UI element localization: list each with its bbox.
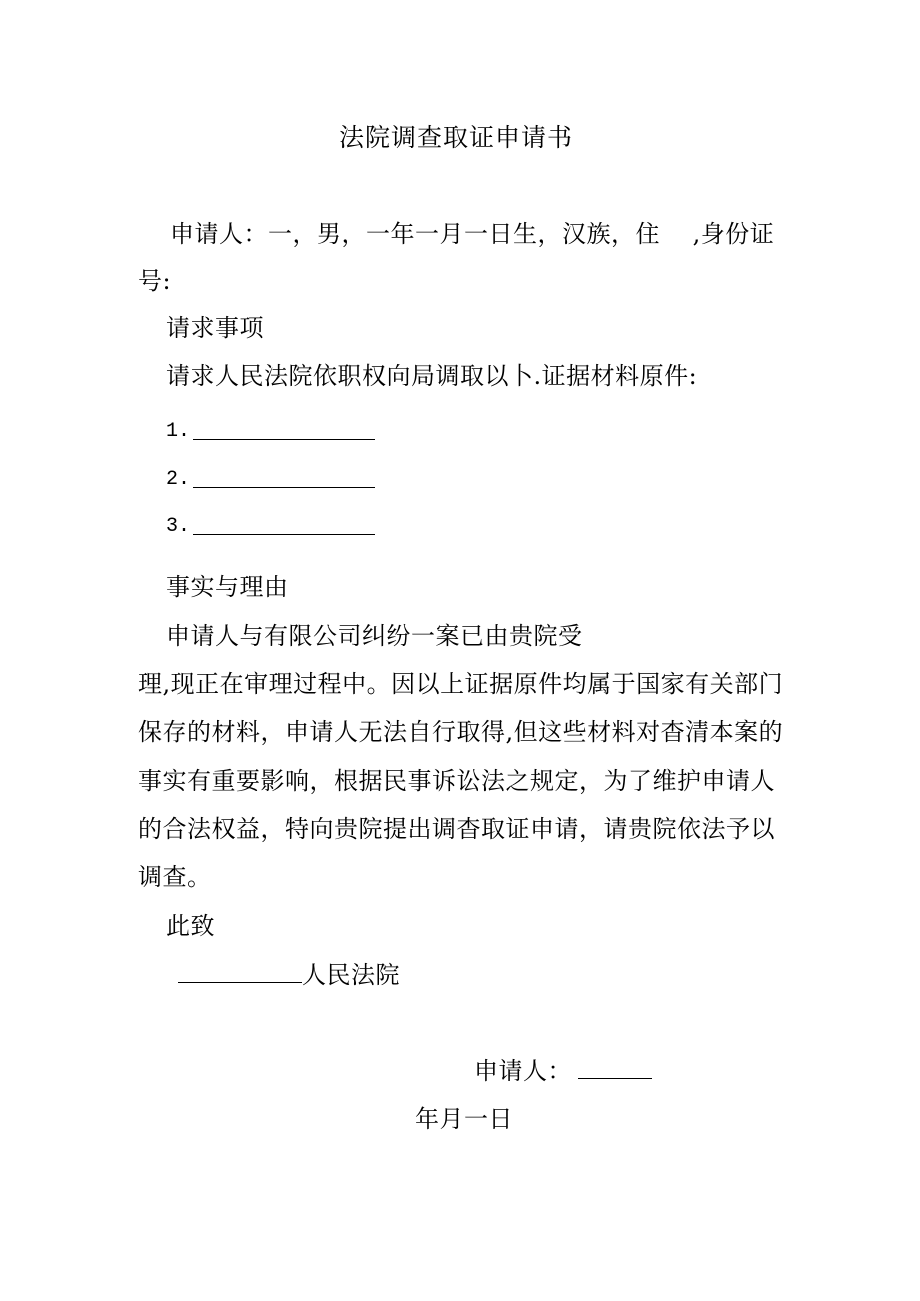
signature-label: 申请人：: [474, 1057, 572, 1085]
facts-line: 申请人与有限公司纠纷一案已由贵院受: [166, 622, 583, 650]
evidence-item-3: [166, 512, 190, 542]
applicant-line-2: 号:: [138, 267, 172, 295]
document-title: 法院调查取证申请书: [339, 123, 574, 152]
court-addressee: [178, 960, 400, 990]
date-line: 年月一日: [415, 1105, 513, 1133]
evidence-item-blank: [193, 487, 375, 488]
facts-line: 理,现正在审理过程中。因以上证据原件均属于国家有关部门: [138, 670, 784, 698]
facts-line: 保存的材料，申请人无法自行取得,但这些材料对杳清本案的: [138, 718, 784, 746]
request-heading: 请求事项: [166, 314, 264, 342]
facts-line: 事实有重要影响，根据民事诉讼法之规定，为了维护申请人: [138, 767, 775, 795]
facts-line: 调查。: [138, 863, 212, 891]
evidence-item-label: 3.: [166, 515, 191, 538]
court-name-blank: [178, 981, 302, 983]
signature-blank: [578, 1077, 652, 1079]
applicant-line-1: 申请人：一，男，一年一月一日生，汉族，住 ,身份证: [170, 220, 775, 248]
facts-heading: 事实与理由: [166, 573, 289, 601]
request-text: 请求人民法院依职权向局调取以卜.证据材料原件:: [166, 362, 698, 390]
court-suffix: 人民法院: [302, 961, 400, 989]
evidence-item-label: 1.: [166, 420, 191, 443]
evidence-item-blank: [193, 534, 375, 535]
signature-block: [474, 1056, 652, 1086]
closing-salutation: 此致: [166, 912, 215, 940]
evidence-item-blank: [193, 439, 375, 440]
evidence-item-2: [166, 465, 190, 495]
facts-line: 的合法权益，特向贵院提出调杳取证申请，请贵院依法予以: [138, 815, 775, 843]
evidence-item-1: [166, 417, 190, 447]
evidence-item-label: 2.: [166, 468, 191, 491]
